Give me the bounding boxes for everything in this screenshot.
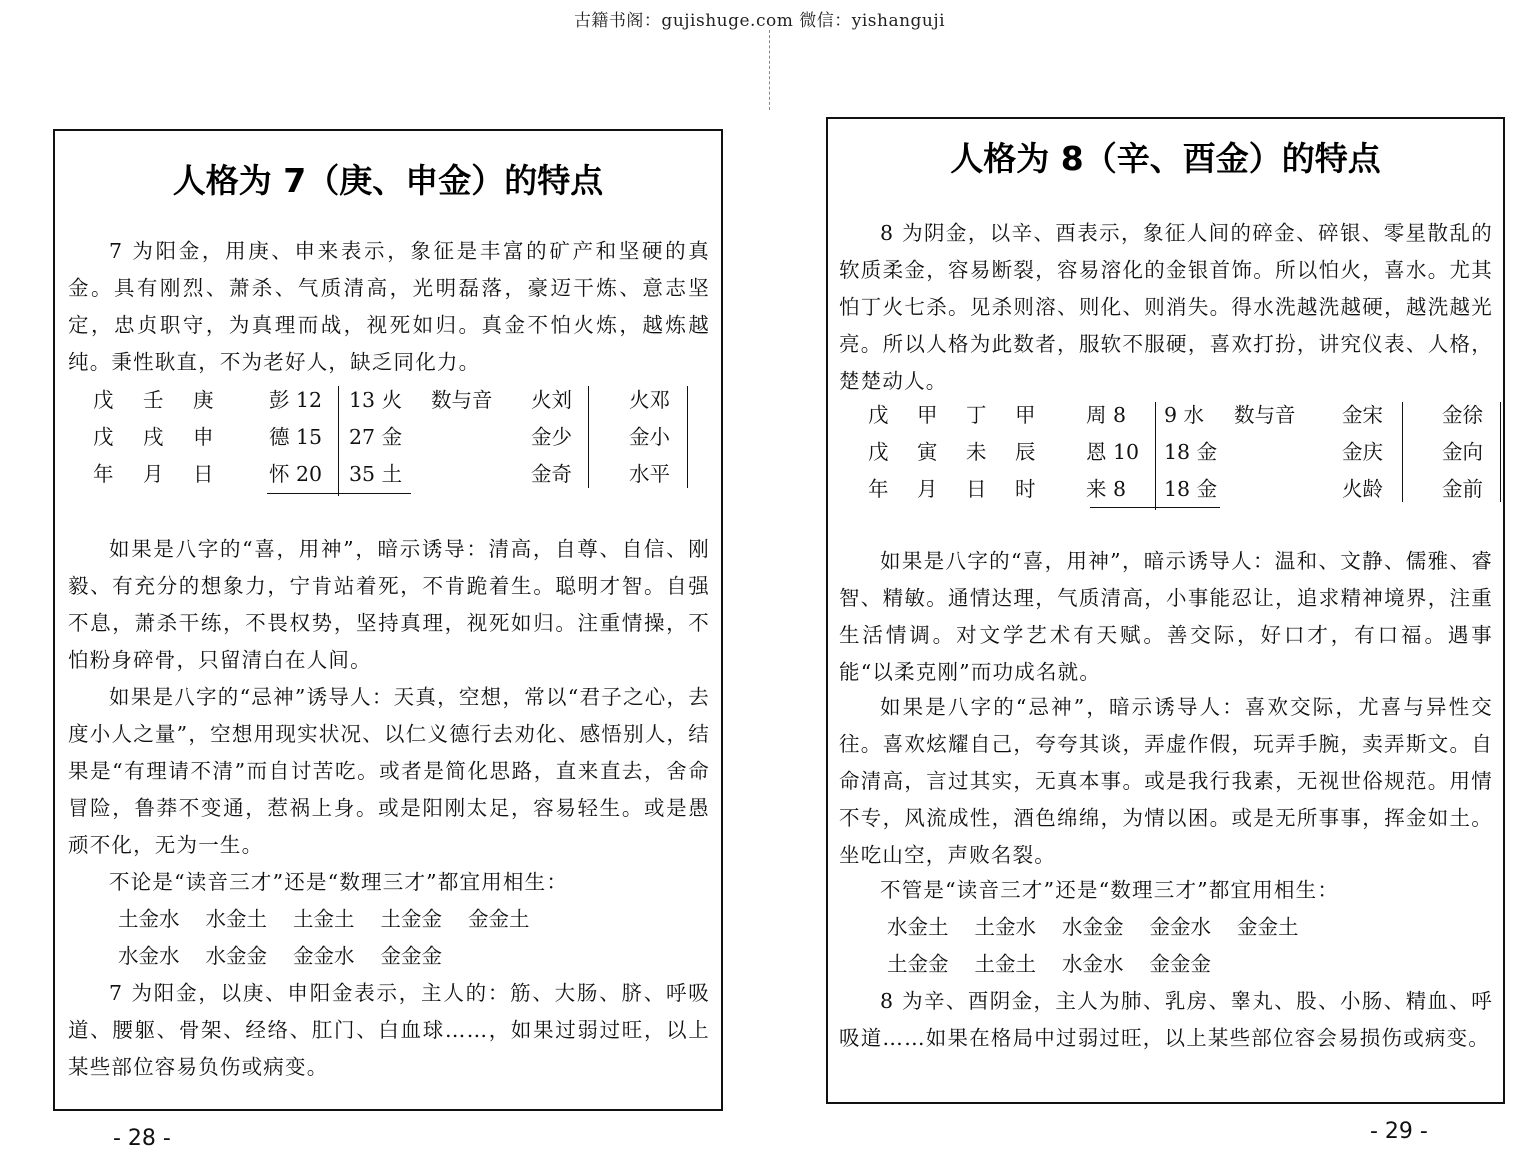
right-combo-row	[887, 946, 1237, 983]
bazi-char: 丁	[966, 403, 987, 427]
combo-item: 金金土	[1237, 915, 1299, 939]
watermark: 古籍书阁：gujishuge.com 微信：yishanguji	[573, 11, 946, 31]
column-divider	[687, 386, 688, 488]
sound-cell: 金徐	[1442, 403, 1483, 427]
bazi-char: 日	[193, 462, 214, 486]
bazi-char: 甲	[1015, 403, 1036, 427]
left-example-row	[93, 456, 713, 493]
bazi-char: 未	[966, 440, 987, 464]
combo-item: 土金金	[887, 952, 949, 976]
column-divider	[588, 386, 589, 488]
combo-item: 土金土	[293, 907, 355, 931]
right-example-row	[868, 434, 1498, 471]
left-page-number: - 28 -	[113, 1126, 171, 1151]
combo-item: 土金水	[118, 907, 180, 931]
left-combo-row	[118, 901, 556, 938]
right-rule-paragraph: 不管是“读音三才”还是“数理三才”都宜用相生：	[880, 878, 1340, 902]
right-body-paragraph: 8 为辛、酉阴金，主人为肺、乳房、睾丸、股、小肠、精血、呼吸道……如果在格局中过弱过旺，以上某些部位容会易损伤或病变。	[839, 989, 1493, 1050]
name-stroke: 怀 20	[269, 462, 323, 486]
combo-item: 金金水	[1149, 915, 1211, 939]
sancai-value: 13 火	[349, 388, 403, 412]
right-page-title: 人格为 8（辛、酉金）的特点	[950, 139, 1381, 178]
book-spine	[769, 30, 770, 110]
bazi-char: 庚	[193, 388, 214, 412]
bazi-char: 戊	[93, 388, 114, 412]
column-divider	[1500, 402, 1501, 502]
combo-item: 水金水	[1062, 952, 1124, 976]
name-stroke: 德 15	[269, 425, 323, 449]
combo-item: 土金金	[380, 907, 442, 931]
left-example-row	[93, 382, 713, 419]
sancai-value: 9 水	[1164, 403, 1205, 427]
sound-cell: 金庆	[1342, 440, 1383, 464]
combo-item: 土金水	[974, 915, 1036, 939]
combo-item: 金金水	[293, 944, 355, 968]
bazi-char: 戊	[868, 403, 889, 427]
sound-cell: 金向	[1442, 440, 1483, 464]
left-xi-paragraph: 如果是八字的“喜，用神”，暗示诱导：清高，自尊、自信、刚毅、有充分的想象力，宁肯站着死，不肯跪着生。聪明才智。自强不息，萧杀干练，不畏权势，坚持真理，视死如归。注重情操，不怕粉身碎骨，只留清白在人间。	[68, 537, 710, 672]
combo-item: 水金土	[887, 915, 949, 939]
name-stroke: 彭 12	[269, 388, 323, 412]
bazi-char: 申	[193, 425, 214, 449]
sound-cell: 火龄	[1342, 477, 1383, 501]
sound-cell: 金奇	[531, 462, 572, 486]
bazi-char: 甲	[917, 403, 938, 427]
left-page-box	[53, 129, 723, 1111]
bazi-char: 戊	[868, 440, 889, 464]
bazi-char: 年	[93, 462, 114, 486]
bazi-char: 日	[966, 477, 987, 501]
column-divider	[1402, 402, 1403, 502]
grid-underline	[267, 493, 411, 494]
left-combo-row	[118, 938, 468, 975]
combo-item: 金金金	[1149, 952, 1211, 976]
grid-underline	[1090, 507, 1220, 508]
bazi-char: 戌	[143, 425, 164, 449]
grid-divider	[338, 386, 339, 496]
left-rule-paragraph: 不论是“读音三才”还是“数理三才”都宜用相生：	[109, 870, 569, 894]
shuyuyin-label: 数与音	[1234, 403, 1296, 427]
grid-divider	[1155, 402, 1156, 510]
right-xi-paragraph: 如果是八字的“喜，用神”，暗示诱导人：温和、文静、儒雅、睿智、精敏。通情达理，气质清高，小事能忍让，追求精神境界，注重生活情调。对文学艺术有天赋。善交际，好口才，有口福。遇事能“以柔克刚”而功成名就。	[839, 549, 1493, 684]
sound-cell: 金小	[629, 425, 670, 449]
sound-cell: 金宋	[1342, 403, 1383, 427]
left-page-title: 人格为 7（庚、申金）的特点	[172, 161, 604, 200]
bazi-char: 月	[143, 462, 164, 486]
bazi-char: 月	[917, 477, 938, 501]
right-intro-paragraph: 8 为阴金，以辛、酉表示，象征人间的碎金、碎银、零星散乱的软质柔金，容易断裂，容易溶化的金银首饰。所以怕火，喜水。尤其怕丁火七杀。见杀则溶、则化、则消失。得水洗越洗越硬，越洗越光亮。所以人格为此数者，服软不服硬，喜欢打扮，讲究仪表、人格，楚楚动人。	[839, 221, 1493, 393]
sound-cell: 金前	[1442, 477, 1483, 501]
bazi-char: 辰	[1015, 440, 1036, 464]
shuyuyin-label: 数与音	[431, 388, 493, 412]
sound-cell: 火邓	[629, 388, 670, 412]
combo-item: 土金土	[974, 952, 1036, 976]
left-ji-paragraph: 如果是八字的“忌神”诱导人：天真，空想，常以“君子之心，去度小人之量”，空想用现实状况、以仁义德行去劝化、感悟别人，结果是“有理请不清”而自讨苦吃。或者是简化思路，直来直去，舍命冒险，鲁莽不变通，惹祸上身。或是阳刚太足，容易轻生。或是愚顽不化，无为一生。	[68, 685, 710, 857]
left-example-row	[93, 419, 713, 456]
right-ji-paragraph: 如果是八字的“忌神”，暗示诱导人：喜欢交际，尤喜与异性交往。喜欢炫耀自己，夸夸其谈，弄虚作假，玩弄手腕，卖弄斯文。自命清高，言过其实，无真本事。或是我行我素，无视世俗规范。用情不专，风流成性，酒色绵绵，为情以困。或是无所事事，挥金如土。坐吃山空，声败名裂。	[839, 695, 1493, 867]
name-stroke: 恩 10	[1086, 440, 1140, 464]
sancai-value: 35 土	[349, 462, 403, 486]
name-stroke: 周 8	[1086, 403, 1127, 427]
sancai-value: 27 金	[349, 425, 403, 449]
sancai-value: 18 金	[1164, 440, 1218, 464]
right-page-box	[826, 117, 1505, 1104]
combo-item: 水金水	[118, 944, 180, 968]
bazi-char: 壬	[143, 388, 164, 412]
combo-item: 水金土	[205, 907, 267, 931]
bazi-char: 年	[868, 477, 889, 501]
bazi-char: 时	[1015, 477, 1036, 501]
combo-item: 水金金	[205, 944, 267, 968]
sancai-value: 18 金	[1164, 477, 1218, 501]
combo-item: 金金土	[468, 907, 530, 931]
sound-cell: 水平	[629, 462, 670, 486]
right-example-row	[868, 471, 1498, 508]
right-example-row	[868, 397, 1498, 434]
left-body-paragraph: 7 为阳金，以庚、申阳金表示，主人的：筋、大肠、脐、呼吸道、腰躯、骨架、经络、肛门、白血球……，如果过弱过旺，以上某些部位容易负伤或病变。	[68, 981, 710, 1079]
right-page-number: - 29 -	[1370, 1119, 1428, 1144]
bazi-char: 寅	[917, 440, 938, 464]
combo-item: 水金金	[1062, 915, 1124, 939]
sound-cell: 火刘	[531, 388, 572, 412]
name-stroke: 来 8	[1086, 477, 1127, 501]
sound-cell: 金少	[531, 425, 572, 449]
combo-item: 金金金	[380, 944, 442, 968]
bazi-char: 戊	[93, 425, 114, 449]
left-intro-paragraph: 7 为阳金，用庚、申来表示，象征是丰富的矿产和坚硬的真金。具有刚烈、萧杀、气质清高，光明磊落，豪迈干炼、意志坚定，忠贞职守，为真理而战，视死如归。真金不怕火炼，越炼越纯。秉性耿直，不为老好人，缺乏同化力。	[68, 239, 710, 374]
right-combo-row	[887, 909, 1325, 946]
